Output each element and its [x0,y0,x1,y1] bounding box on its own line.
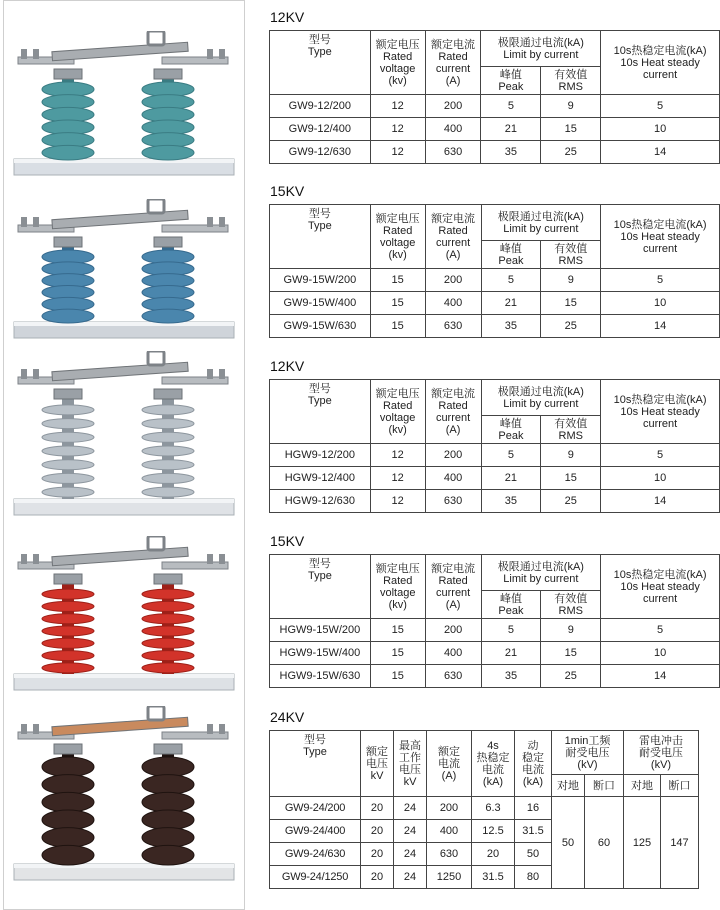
cell-peak: 35 [481,141,541,164]
header-voltage: 额定电压 Rated voltage (kv) [370,31,425,95]
insulator-cap [154,574,182,584]
insulator-shed [42,432,94,442]
header-model: 型号 Type [270,731,361,797]
cell-current: 200 [427,797,472,820]
cell-peak: 5 [481,95,541,118]
header-lightning-impulse: 雷电冲击 耐受电压 (kV) [624,731,699,775]
cell-heat: 5 [601,269,720,292]
cell-rms: 9 [541,269,601,292]
cell-model: GW9-12/200 [270,95,371,118]
header-model: 型号 Type [270,555,371,619]
cell-model: HGW9-12/400 [270,467,371,490]
insulator-shed [142,601,194,611]
insulator-shed [42,487,94,497]
insulator-cap [54,574,82,584]
operating-hook [148,536,164,550]
cell-current: 630 [425,490,481,513]
insulator-shed [42,405,94,415]
terminal-bolt [219,724,225,734]
cell-model: GW9-24/200 [270,797,361,820]
cell-heat: 5 [601,444,720,467]
mounting-base-highlight [14,499,234,503]
operating-hook [148,31,164,45]
header-voltage: 额定电压 Rated voltage (kv) [370,555,425,619]
insulator-shed [142,663,194,673]
terminal-bolt [207,369,213,379]
cell-heat: 14 [601,315,720,338]
cell-voltage: 15 [370,619,425,642]
spec-table [269,379,720,513]
insulator-rib [142,775,194,795]
cell-max-voltage: 24 [394,797,427,820]
cell-voltage: 15 [370,315,425,338]
table-row [270,797,699,820]
header-peak: 峰值 Peak [481,591,541,619]
cell-rms: 15 [541,642,601,665]
header-rms: 有效值 RMS [541,591,601,619]
product-photo [8,536,240,696]
cell-heat: 14 [601,141,720,164]
cell-pf-ground: 50 [552,797,585,889]
terminal-plate [162,732,228,739]
header-limit-current: 极限通过电流(kA) Limit by current [481,555,601,591]
terminal-bolt [219,554,225,564]
cell-current: 630 [425,665,481,688]
header-model: 型号 Type [270,31,371,95]
terminal-plate [162,562,228,569]
header-rms: 有效值 RMS [541,416,601,444]
header-heat-current: 10s热稳定电流(kA) 10s Heat steady current [601,31,720,95]
cell-voltage: 12 [370,95,425,118]
header-li-break: 断口 [661,775,699,797]
cell-heat: 5 [601,619,720,642]
header-peak: 峰值 Peak [481,67,541,95]
cell-model: HGW9-15W/630 [270,665,371,688]
insulator-rib [42,757,94,777]
insulator-cap [154,69,182,79]
terminal-plate [162,377,228,384]
header-limit-current: 极限通过电流(kA) Limit by current [481,380,601,416]
cell-current: 1250 [427,866,472,889]
cell-current: 630 [427,843,472,866]
cell-current: 630 [425,141,481,164]
cell-voltage: 15 [370,665,425,688]
product-photo [8,199,240,344]
header-rms: 有效值 RMS [541,67,601,95]
terminal-bolt [33,724,39,734]
section-title: 24KV [270,709,305,725]
insulator-cap [154,237,182,247]
spec-table [269,204,720,338]
header-peak: 峰值 Peak [481,416,541,444]
cell-peak: 21 [481,467,541,490]
insulator-rib [142,792,194,812]
cell-model: GW9-24/400 [270,820,361,843]
terminal-plate [162,225,228,232]
cell-rms: 25 [541,141,601,164]
terminal-bolt [33,49,39,59]
cell-current: 400 [427,820,472,843]
cell-li-break: 147 [661,797,699,889]
cell-voltage: 12 [370,467,425,490]
insulator-shed [142,589,194,599]
cell-voltage: 12 [370,118,425,141]
header-current: 额定电流 Rated current (A) [425,380,481,444]
cell-voltage: 15 [370,292,425,315]
cell-rms: 15 [541,467,601,490]
insulator-shed [142,638,194,648]
operating-hook [148,706,164,720]
insulator-rib [142,845,194,865]
mounting-base-highlight [14,674,234,678]
header-rated-current: 额定 电流 (A) [427,731,472,797]
cell-dynamic: 50 [515,843,552,866]
insulator-cap [154,744,182,754]
cell-max-voltage: 24 [394,843,427,866]
section-title: 12KV [270,9,305,25]
insulator-rib [42,145,94,160]
header-rms: 有效值 RMS [541,241,601,269]
header-model: 型号 Type [270,205,371,269]
insulator-shed [42,651,94,661]
terminal-bolt [33,554,39,564]
insulator-rib [42,792,94,812]
insulator-shed [42,446,94,456]
header-dynamic: 动 稳定 电流 (kA) [515,731,552,797]
operating-hook [148,351,164,365]
header-heat-4s: 4s 热稳定 电流 (kA) [472,731,515,797]
cell-max-voltage: 24 [394,820,427,843]
terminal-bolt [219,369,225,379]
cell-heat4s: 31.5 [472,866,515,889]
cell-model: GW9-15W/400 [270,292,371,315]
cell-peak: 35 [481,490,541,513]
cell-heat: 10 [601,118,720,141]
insulator-shed [142,419,194,429]
terminal-bolt [21,554,27,564]
cell-model: HGW9-15W/400 [270,642,371,665]
cell-model: GW9-24/1250 [270,866,361,889]
cell-rms: 25 [541,665,601,688]
insulator-shed [142,473,194,483]
table-row [270,269,720,292]
cell-heat: 14 [601,490,720,513]
cell-voltage: 20 [361,866,394,889]
insulator-shed [42,473,94,483]
cell-dynamic: 31.5 [515,820,552,843]
insulator-shed [42,419,94,429]
insulator-rib [142,309,194,323]
cell-peak: 35 [481,665,541,688]
terminal-bolt [33,369,39,379]
section-title: 15KV [270,533,305,549]
cell-rms: 15 [541,292,601,315]
insulator-rib [42,845,94,865]
terminal-plate [162,57,228,64]
product-photo-column [3,0,245,910]
terminal-bolt [207,49,213,59]
header-pf-ground: 对地 [552,775,585,797]
table-row [270,315,720,338]
header-max-voltage: 最高 工作 电压 kV [394,731,427,797]
header-current: 额定电流 Rated current (A) [425,205,481,269]
spec-table [269,30,720,164]
terminal-bolt [33,217,39,227]
insulator-shed [42,601,94,611]
cell-li-ground: 125 [624,797,661,889]
cell-current: 400 [425,118,481,141]
cell-heat4s: 12.5 [472,820,515,843]
cell-model: GW9-12/400 [270,118,371,141]
header-current: 额定电流 Rated current (A) [425,31,481,95]
cell-current: 400 [425,467,481,490]
cell-peak: 21 [481,642,541,665]
insulator-cap [54,237,82,247]
cell-rms: 25 [541,490,601,513]
product-photo [8,351,240,521]
header-peak: 峰值 Peak [481,241,541,269]
terminal-bolt [21,724,27,734]
header-li-ground: 对地 [624,775,661,797]
table-row [270,95,720,118]
insulator-shed [42,663,94,673]
table-row [270,619,720,642]
section-title: 12KV [270,358,305,374]
insulator-cap [54,389,82,399]
insulator-shed [142,487,194,497]
operating-hook [148,199,164,213]
cell-heat: 10 [601,467,720,490]
cell-heat4s: 20 [472,843,515,866]
insulator-rib [42,810,94,830]
terminal-bolt [21,49,27,59]
header-limit-current: 极限通过电流(kA) Limit by current [481,31,601,67]
cell-peak: 5 [481,269,541,292]
terminal-bolt [207,554,213,564]
cell-voltage: 12 [370,490,425,513]
insulator-rib [142,810,194,830]
insulator-shed [142,405,194,415]
mounting-base-highlight [14,322,234,326]
cell-voltage: 15 [370,642,425,665]
cell-voltage: 12 [370,141,425,164]
header-model: 型号 Type [270,380,371,444]
cell-current: 200 [425,444,481,467]
cell-rms: 9 [541,619,601,642]
insulator-rib [42,309,94,323]
spec-table [269,554,720,688]
cell-model: GW9-15W/200 [270,269,371,292]
cell-current: 630 [425,315,481,338]
cell-rms: 25 [541,315,601,338]
header-power-frequency: 1min工频 耐受电压 (kV) [552,731,624,775]
insulator-shed [42,614,94,624]
cell-current: 200 [425,95,481,118]
insulator-shed [42,589,94,599]
cell-heat: 10 [601,292,720,315]
cell-model: HGW9-12/630 [270,490,371,513]
product-photo [8,31,240,181]
cell-model: GW9-12/630 [270,141,371,164]
mounting-base-highlight [14,159,234,163]
insulator-cap [154,389,182,399]
terminal-bolt [21,217,27,227]
cell-current: 400 [425,642,481,665]
cell-model: HGW9-15W/200 [270,619,371,642]
insulator-shed [42,626,94,636]
insulator-rib [42,775,94,795]
insulator-shed [142,460,194,470]
mounting-base-highlight [14,864,234,868]
cell-current: 200 [425,619,481,642]
header-pf-break: 断口 [585,775,624,797]
insulator-shed [42,460,94,470]
cell-heat: 5 [601,95,720,118]
table-row [270,141,720,164]
section-title: 15KV [270,183,305,199]
cell-model: HGW9-12/200 [270,444,371,467]
cell-peak: 5 [481,444,541,467]
cell-peak: 21 [481,292,541,315]
cell-dynamic: 80 [515,866,552,889]
cell-voltage: 20 [361,843,394,866]
insulator-shed [42,638,94,648]
insulator-shed [142,614,194,624]
terminal-bolt [21,369,27,379]
insulator-shed [142,446,194,456]
cell-heat: 14 [601,665,720,688]
cell-pf-break: 60 [585,797,624,889]
insulator-shed [142,626,194,636]
cell-model: GW9-24/630 [270,843,361,866]
header-voltage: 额定电压 Rated voltage (kv) [370,205,425,269]
table-row [270,467,720,490]
cell-heat: 10 [601,642,720,665]
cell-rms: 15 [541,118,601,141]
header-voltage: 额定电压 Rated voltage (kv) [370,380,425,444]
cell-dynamic: 16 [515,797,552,820]
header-current: 额定电流 Rated current (A) [425,555,481,619]
cell-voltage: 15 [370,269,425,292]
insulator-rib [142,828,194,848]
table-row [270,292,720,315]
table-row [270,665,720,688]
insulator-shed [142,432,194,442]
header-heat-current: 10s热稳定电流(kA) 10s Heat steady current [601,380,720,444]
header-limit-current: 极限通过电流(kA) Limit by current [481,205,601,241]
product-photo [8,706,240,886]
insulator-rib [42,828,94,848]
cell-model: GW9-15W/630 [270,315,371,338]
cell-voltage: 12 [370,444,425,467]
cell-peak: 5 [481,619,541,642]
terminal-bolt [219,217,225,227]
header-heat-current: 10s热稳定电流(kA) 10s Heat steady current [601,205,720,269]
insulator-rib [142,145,194,160]
cell-peak: 35 [481,315,541,338]
cell-peak: 21 [481,118,541,141]
insulator-cap [54,744,82,754]
table-row [270,118,720,141]
cell-rms: 9 [541,444,601,467]
cell-voltage: 20 [361,820,394,843]
insulator-shed [142,651,194,661]
cell-voltage: 20 [361,797,394,820]
cell-max-voltage: 24 [394,866,427,889]
spec-table-24kv [269,730,699,889]
cell-current: 400 [425,292,481,315]
terminal-bolt [219,49,225,59]
cell-heat4s: 6.3 [472,797,515,820]
cell-rms: 9 [541,95,601,118]
cell-current: 200 [425,269,481,292]
terminal-bolt [207,724,213,734]
header-rated-voltage: 额定 电压 kV [361,731,394,797]
header-heat-current: 10s热稳定电流(kA) 10s Heat steady current [601,555,720,619]
table-row [270,444,720,467]
table-row [270,642,720,665]
insulator-cap [54,69,82,79]
terminal-bolt [207,217,213,227]
table-row [270,490,720,513]
insulator-rib [142,757,194,777]
